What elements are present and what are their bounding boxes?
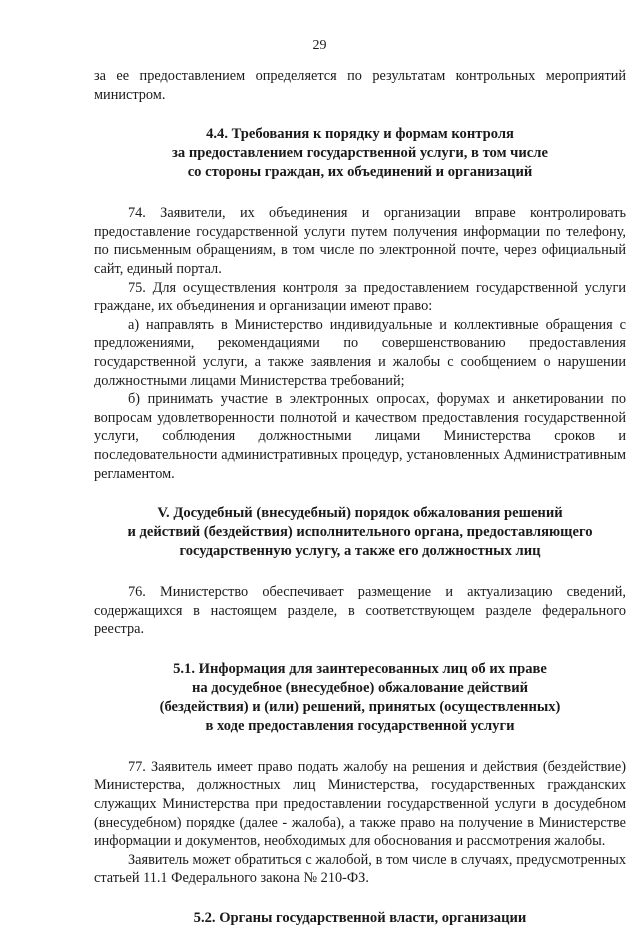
heading-line: на досудебное (внесудебное) обжалование действий [191,679,529,696]
paragraph-75-b: б) принимать участие в электронных опросах, форумах и анкетировании по вопросам удовлетворенности полнотой и качеством предоставления государственной услуги, соблюдения должностными лицами Министерства сроков и последовательности административных процедур, установленных Административным регламентом. [94,391,626,482]
heading-line: V. Досудебный (внесудебный) порядок обжалования решений [157,505,563,522]
heading-line: со стороны граждан, их объединений и организаций [187,164,533,181]
paragraph-75-a: а) направлять в Министерство индивидуальные и коллективные обращения с предложениями, рекомендациями по совершенствованию предоставления государственной услуги, а также заявления и жалобы с сообщением о нарушении должностными лицами Министерства требований; [94,316,626,389]
document-body [94,67,626,928]
paragraph-76: 76. Министерство обеспечивает размещение и актуализацию сведений, содержащихся в настоящем разделе, в соответствующем разделе федерального реестра. [94,584,626,638]
heading-line: за предоставлением государственной услуги, в том числе [172,145,548,162]
heading-line: 5.1. Информация для заинтересованных лиц об их праве [173,660,547,677]
section-5-1-heading [94,660,626,736]
intro-paragraph: за ее предоставлением определяется по результатам контрольных мероприятий министром. [94,68,626,103]
heading-line: государственную услугу, а также его должностных лиц [179,543,541,560]
paragraph-77-continued: Заявитель может обратиться с жалобой, в том числе в случаях, предусмотренных статьей 11.1 Федерального закона № 210-ФЗ. [94,851,626,887]
heading-line: и действий (бездействия) исполнительного органа, предоставляющего [127,524,593,541]
heading-line: в ходе предоставления государственной услуги [205,717,515,734]
section-4-4-heading [94,125,626,182]
heading-line: (бездействия) и (или) решений, принятых (осуществленных) [159,698,561,715]
paragraph-77: 77. Заявитель имеет право подать жалобу на решения и действия (бездействие) Министерства, должностных лиц Министерства, государственных гражданских служащих Министерства при предоставлении государственной услуги в досудебном (внесудебном) порядке (далее - жалоба), а также право на получение в Министерстве информации и документов, необходимых для обоснования и рассмотрения жалобы. [94,758,626,850]
paragraph-74: 74. Заявители, их объединения и организации вправе контролировать предоставление государственной услуги путем получения информации по телефону, по письменным обращениям, в том числе по электронной почте, через официальный сайт, единый портал. [94,205,626,277]
page-number: 29 [312,38,327,53]
heading-line: 5.2. Органы государственной власти, организации [193,910,527,927]
section-5-heading [94,504,626,561]
paragraph-75: 75. Для осуществления контроля за предоставлением государственной услуги граждане, их объединения и организации имеют право: [94,279,626,315]
heading-line: 4.4. Требования к порядку и формам контроля [206,126,514,143]
section-5-2-heading [94,909,626,928]
